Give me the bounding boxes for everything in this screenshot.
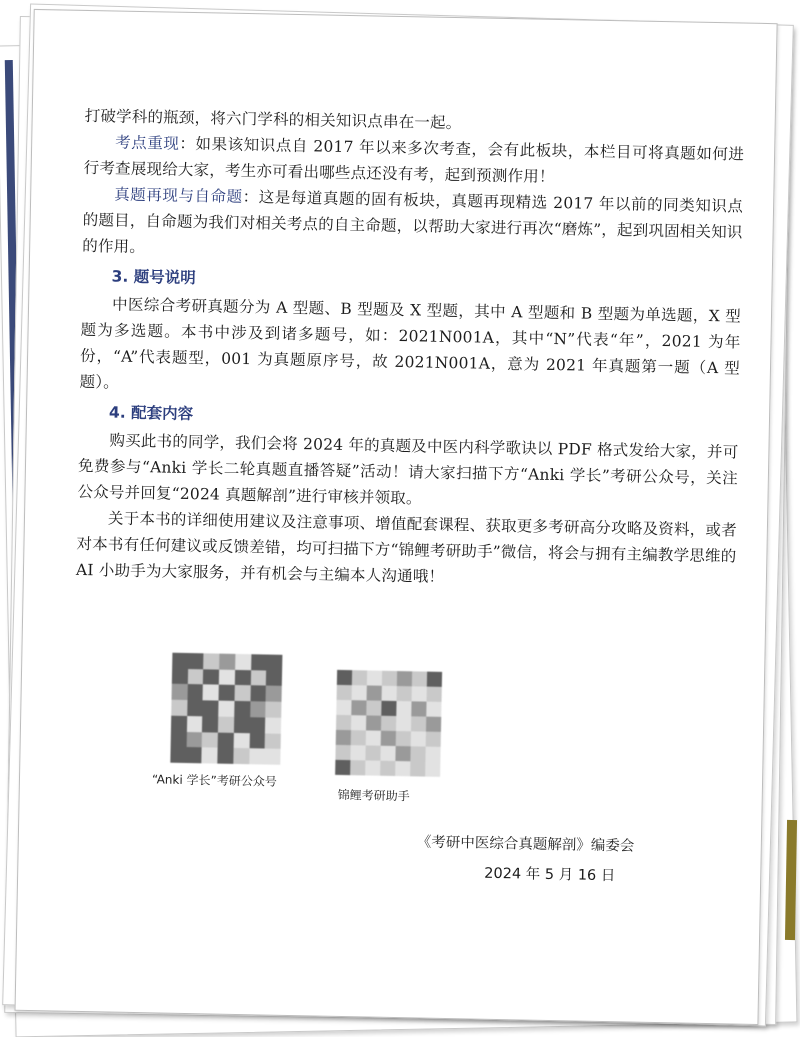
paragraph-text: ：如果该知识点自 2017 年以来多次考查，会有此板块，本栏目可将真题如何进行考查展现给大家，考生亦可看出哪些点还没有考，起到预测作用！ xyxy=(83,134,745,186)
document-page xyxy=(15,9,778,1025)
term-label: 考点重现 xyxy=(115,133,180,153)
qr-code-jinli-assistant[interactable] xyxy=(335,670,442,777)
section-heading-question-numbers: 3. 题号说明 xyxy=(111,267,196,288)
qr-code-anki-official-account[interactable] xyxy=(170,653,282,765)
qr-caption-anki: “Anki 学长”考研公众号 xyxy=(151,772,277,789)
editorial-board: 《考研中医综合真题解剖》编委会 xyxy=(416,834,635,855)
section-heading-supporting-content: 4. 配套内容 xyxy=(108,403,194,424)
term-label: 真题再现与自命题 xyxy=(114,185,243,206)
paragraph-text: ：这是每道真题的固有板块，真题再现精选 2017 年以前的同类知识点的题目，自命题为我们对相关考点的自主命题，以帮助大家进行再次“磨炼”，起到巩固相关知识的作用。 xyxy=(82,187,744,257)
signature-date: 2024 年 5 月 16 日 xyxy=(484,865,616,885)
back-cover-edge-lower xyxy=(785,820,797,940)
paragraph-question-numbers: 中医综合考研真题分为 A 型题、B 型题及 X 型题，其中 A 型题和 B 型题为单选题，X 型题为多选题。本书中涉及到诸多题号，如：2021N001A，其中“N”代表“年”，2021 为年份，“A”代表题型，001 为真题原序号，故 2021N001A，意为 2021 年真题第一题（A 型题）。 xyxy=(79,295,742,392)
qr-code-row xyxy=(151,653,533,810)
page-body xyxy=(76,103,745,596)
paragraph-past-questions xyxy=(82,181,743,272)
paragraph-intro-end: 打破学科的瓶颈，将六门学科的相关知识点串在一起。 xyxy=(84,106,462,133)
paragraph-feedback: 关于本书的详细使用建议及注意事项、增值配套课程、获取更多考研高分攻略及资料，或者对本书有任何建议或反馈差错，均可扫描下方“锦鲤考研助手”微信，将会与拥有主编教学思维的 AI 小助手为大家服务，并有机会与主编本人沟通哦！ xyxy=(75,509,738,586)
signature-block xyxy=(416,827,717,893)
qr-caption-jinli: 锦鲤考研助手 xyxy=(337,787,410,804)
paragraph-supporting-content: 购买此书的同学，我们会将 2024 年的真题及中医内科学歌诀以 PDF 格式发给大家，并可免费参与“Anki 学长二轮真题直播答疑”活动！请大家扫描下方“Anki 学长”考研公众号，关注公众号并回复“2024 真题解剖”进行审核并领取。 xyxy=(77,431,739,508)
